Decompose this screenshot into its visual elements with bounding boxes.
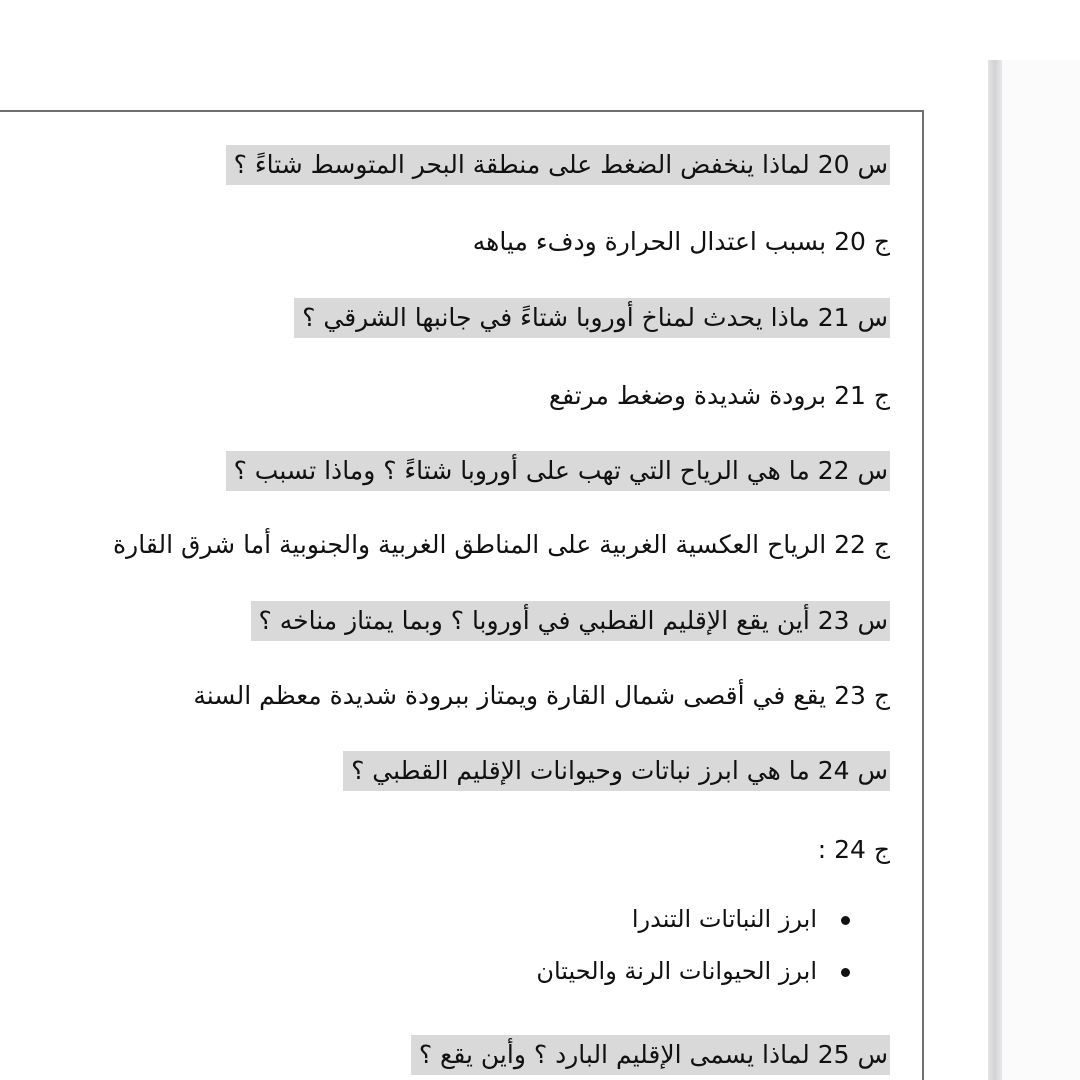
bullet-icon — [841, 968, 850, 977]
question-20: س 20 لماذا ينخفض الضغط على منطقة البحر المتوسط شتاءً ؟ — [226, 145, 890, 185]
page-margin — [1002, 60, 1080, 1080]
answer-20: ج 20 بسبب اعتدال الحرارة ودفء مياهه — [472, 227, 890, 256]
answer-24: ج 24 : — [817, 835, 890, 864]
bullet-icon — [841, 916, 850, 925]
page-edge-divider — [988, 60, 1002, 1080]
bullet-text: ابرز الحيوانات الرنة والحيتان — [536, 957, 817, 985]
bullet-item-plants — [632, 901, 850, 937]
question-23: س 23 أين يقع الإقليم القطبي في أوروبا ؟ وبما يمتاز مناخه ؟ — [251, 601, 890, 641]
question-24: س 24 ما هي ابرز نباتات وحيوانات الإقليم القطبي ؟ — [343, 751, 890, 791]
question-21: س 21 ماذا يحدث لمناخ أوروبا شتاءً في جانبها الشرقي ؟ — [294, 298, 890, 338]
answer-22: ج 22 الرياح العكسية الغربية على المناطق الغربية والجنوبية أما شرق القارة — [113, 530, 890, 559]
answer-21: ج 21 برودة شديدة وضغط مرتفع — [548, 381, 890, 410]
answer-23: ج 23 يقع في أقصى شمال القارة ويمتاز ببرودة شديدة معظم السنة — [193, 681, 890, 710]
question-22: س 22 ما هي الرياح التي تهب على أوروبا شتاءً ؟ وماذا تسبب ؟ — [226, 451, 890, 491]
bullet-item-animals — [536, 953, 850, 989]
question-25: س 25 لماذا يسمى الإقليم البارد ؟ وأين يقع ؟ — [411, 1035, 890, 1075]
bullet-text: ابرز النباتات التندرا — [631, 905, 817, 933]
